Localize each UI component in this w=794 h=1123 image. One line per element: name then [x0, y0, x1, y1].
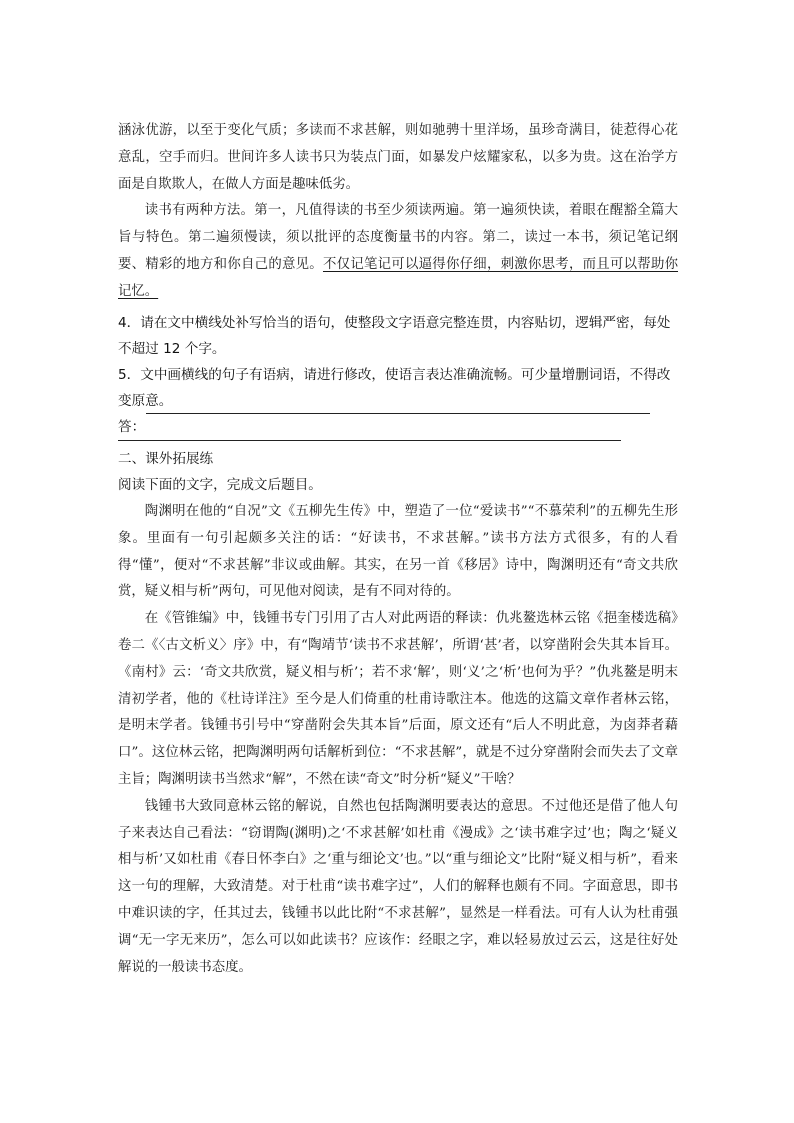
passage1-paragraph-1: 涵泳优游，以至于变化气质；多读而不求甚解，则如驰骋十里洋场，虽珍奇满目，徒惹得心花意乱，空手而归。世间许多人读书只为装点门面，如暴发户炫耀家私，以多为贵。这在治学方面是自欺欺人，在做人方面是趣味低劣。 — [118, 123, 678, 192]
passage2-paragraph-3: 钱锺书大致同意林云铭的解说，自然也包括陶渊明要表达的意思。不过他还是借了他人句子来表达自己看法：“窃谓陶(渊明)之‘不求甚解’如杜甫《漫成》之‘读书难字过’也；陶之‘疑义相与析’又如杜甫《春日怀李白》之‘重与细论文’也。”以“重与细论文”比附“疑义相与析”，看来这一句的理解，大致清楚。对于杜甫“读书难字过”，人们的解释也颇有不同。字面意思，即书中难识读的字，任其过去，钱锺书以此比附“不求甚解”，显然是一样看法。可有人认为杜甫强调“无一字无来历”，怎么可以如此读书？应该作：经眼之字，难以轻易放过云云，这是往好处解说的一般读书态度。 — [118, 798, 678, 975]
passage2-paragraph-1: 陶渊明在他的“自况”文《五柳先生传》中，塑造了一位“爱读书”“不慕荣利”的五柳先生形象。里面有一句引起颇多关注的话：“好读书，不求甚解。”读书方法方式很多，有的人看得“懂”，便对“不求甚解”非议或曲解。其实，在另一首《移居》诗中，陶渊明还有“奇文共欣赏，疑义相与析”两句，可见他对阅读，是有不同对待的。 — [118, 504, 678, 600]
answer-line-2[interactable] — [118, 440, 621, 441]
passage2 — [118, 499, 678, 981]
passage2-paragraph-2: 在《管锥编》中，钱锺书专门引用了古人对此两语的释读：仇兆鳌选林云铭《挹奎楼选稿》卷二《〈古文析义〉序》中，有“陶靖节‘读书不求甚解’，所谓‘甚’者，以穿凿附会失其本旨耳。《南村》云：‘奇文共欣赏，疑义相与析’；若不求‘解’，则‘义’之‘析’也何为乎？”仇兆鳌是明末清初学者，他的《杜诗详注》至今是人们倚重的杜甫诗歌注本。他选的这篇文章作者林云铭，是明末学者。钱锺书引号中“穿凿附会失其本旨”后面，原文还有“后人不明此意，为卤莽者藉口”。这位林云铭，把陶渊明两句话解析到位：“不求甚解”，就是不过分穿凿附会而失去了文章主旨；陶渊明读书当然求“解”，不然在读“奇文”时分析“疑义”干啥？ — [118, 611, 678, 787]
passage1-paragraph-2 — [118, 198, 678, 305]
answer-label: 答： — [118, 419, 146, 435]
answer-line-1[interactable] — [146, 413, 650, 414]
section-heading: 二、课外拓展练 — [118, 451, 214, 467]
underlined-sentence: 不仅记笔记可以逼得你仔细，刺激你思考，而且可以帮助你记忆。 — [118, 256, 679, 299]
questions — [118, 310, 678, 440]
passage1-paragraph-2-text: 读书有两种方法。第一，凡值得读的书至少须读两遍。第一遍须快读，着眼在醒豁全篇大旨与特色。第二遍须慢读，须以批评的态度衡量书的内容。第二，读过一本书，须记笔记纲要、精彩的地方和你自己的意见。 — [118, 203, 678, 272]
question-5: 5．文中画横线的句子有语病，请进行修改，使语言表达准确流畅。可少量增删词语，不得改变原意。 — [118, 367, 671, 409]
question-4: 4．请在文中横线处补写恰当的语句，使整段文字语意完整连贯，内容贴切，逻辑严密，每处不超过 12 个字。 — [118, 315, 671, 357]
passage1 — [118, 118, 678, 306]
section-instruction: 阅读下面的文字，完成文后题目。 — [118, 477, 322, 493]
section-2-header — [118, 446, 678, 498]
